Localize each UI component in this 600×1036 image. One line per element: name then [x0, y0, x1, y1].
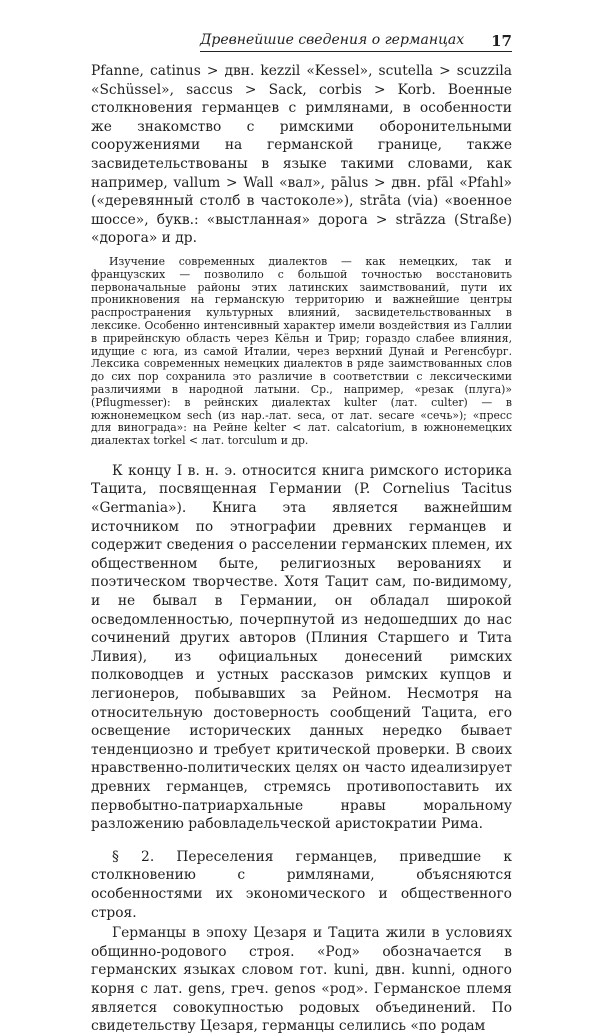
spacer — [91, 448, 512, 462]
running-title: Древнейшие сведения о германцах — [200, 32, 465, 48]
page-number: 17 — [491, 32, 512, 50]
paragraph-tribal-structure: Германцы в эпоху Цезаря и Тацита жили в условиях общинно-родового строя. «Род» обозначается в германских языках словом гот. kuni, двн. kunni, одного корня с лат. gens, греч. genos «род». Германское племя является совокупностью родовых объединений. По свидетельству Цезаря, германцы селились «по родам — [91, 925, 512, 1035]
paragraph-dialects-note: Изучение современных диалектов — как немецких, так и французских — позволило с большой точностью восстановить первоначальные районы этих латинских заимствований, пути их проникновения на германскую территорию и важнейшие центры распространения культурных влияний, засвидетельствованных в лексике. Особенно интенсивный характер имели воздействия из Галлии в прирейнскую область через Кёльн и Трир; гораздо слабее влияния, идущие с юга, из самой Италии, через верхний Дунай и Регенсбург. Лексика современных немецких диалектов в ряде заимствованных слов до сих пор сохранила это различие в соответствии с лексическими различиями в народной латыни. Ср., например, «резак (плуга)» (Pflugmesser): в рейнских диалектах kulter (лат. culter) — в южнонемецком sech (из нар.-лат. seca, от лат. secare «сечь»); «пресс для винограда»: на Рейне kelter < лат. calcatorium, в южнонемецких диалектах torkel < лат. torculum и др. — [91, 254, 512, 448]
paragraph-section-2: § 2. Переселения германцев, приведшие к столкновению с римлянами, объясняются особенностями их экономического и общественного строя. — [91, 848, 512, 921]
body-text — [91, 62, 512, 1036]
spacer — [91, 834, 512, 848]
paragraph-tacitus: К концу I в. н. э. относится книга римского историка Тацита, посвященная Германии (P. Cornelius Tacitus «Germania»). Книга эта является важнейшим источником по этнографии древних германцев и содержит сведения о расселении германских племен, их общественном быте, религиозных верованиях и поэтическом творчестве. Хотя Тацит сам, по-видимому, и не бывал в Германии, он обладал широкой осведомленностью, почерпнутой из недошедших до нас сочинений других авторов (Плиния Старшего и Тита Ливия), из официальных донесений римских полководцев и устных рассказов римских купцов и легионеров, побывавших за Рейном. Несмотря на относительную достоверность сообщений Тацита, его освещение исторических данных нередко бывает тенденциозно и требует критической проверки. В своих нравственно-политических целях он часто идеализирует древних германцев, стремясь противопоставить их первобытно-патриархальные нравы моральному разложению рабовладельческой аристократии Рима. — [91, 462, 512, 833]
paragraph-latin-loanwords: Pfanne, catinus > двн. kezzil «Kessel», scutella > scuzzila «Schüssel», saccus > Sack, corbis > Korb. Военные столкновения германцев с римлянами, в особенности же знакомство с римскими оборонительными сооружениями на германской границе, также засвидетельствованы в языке такими словами, как например, vallum > Wall «вал», pālus > двн. pfāl «Pfahl» («деревянный столб в частоколе»), strāta (via) «военное шоссе», букв.: «выстланная» дорога > strāzza (Straße) «дорога» и др. — [91, 63, 512, 247]
header-rule — [200, 51, 512, 52]
page-header — [200, 28, 512, 52]
